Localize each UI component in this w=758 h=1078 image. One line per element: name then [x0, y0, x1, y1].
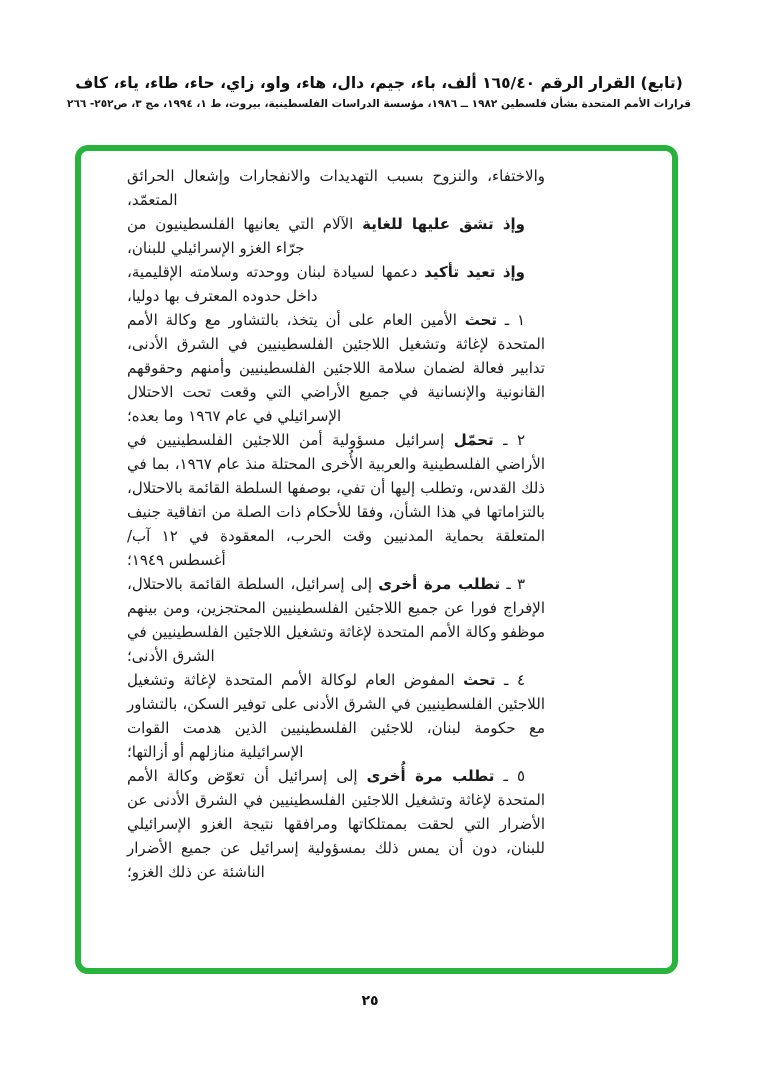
bold-lead-phrase: وإذ تعيد تأكيد — [424, 263, 525, 281]
body-text: والاختفاء، والنزوح بسبب التهديدات والانفجارات وإشعال الحرائق المتعمّد، — [127, 167, 545, 209]
resolution-text — [127, 164, 545, 884]
body-text: إلى إسرائيل، السلطة القائمة بالاحتلال، الإفراج فورا عن جميع اللاجئين الفلسطينيين المحتجزين، ومن بينهم موظفو وكالة الأمم المتحدة لإغاثة وتشغيل اللاجئين الفلسطينيين في الشرق الأدنى؛ — [127, 575, 545, 665]
body-text: إسرائيل مسؤولية أمن اللاجئين الفلسطينيين في الأراضي الفلسطينية والعربية الأُخرى المحتلة منذ عام ١٩٦٧، بما في ذلك القدس، وتطلب إليها أن تفي، بوصفها السلطة القائمة بالاحتلال، بالتزاماتها في هذا الشأن، وفقا للأحكام ذات الصلة من اتفاقية جنيف المتعلقة بحماية المدنيين وقت الحرب، المعقودة في ١٢ آب/أغسطس ١٩٤٩؛ — [127, 431, 546, 569]
body-text: ١ ـ — [497, 311, 525, 329]
body-text: ٤ ـ — [495, 671, 525, 689]
resolution-title: (تابع) القرار الرقم ١٦٥/٤٠ ألف، باء، جيم، دال، هاء، واو، زاي، حاء، طاء، ياء، كاف — [75, 74, 683, 92]
body-text: إلى إسرائيل أن تعوّض وكالة الأمم المتحدة لإغاثة وتشغيل اللاجئين الفلسطينيين في الشرق الأدنى عن الأضرار التي لحقت بممتلكاتها ومرافقها نتيجة الغزو الإسرائيلي للبنان، دون أن يمس ذلك بمسؤولية إسرائيل عن جميع الأضرار الناشئة عن ذلك الغزو؛ — [127, 767, 545, 881]
bold-lead-phrase: تطلب مرة أُخرى — [366, 767, 495, 785]
paragraph — [127, 260, 545, 308]
body-text: دعمها لسيادة لبنان ووحدته وسلامته الإقليمية، داخل حدوده المعترف بها دوليا، — [127, 263, 425, 305]
paragraph — [127, 212, 545, 260]
paragraph — [127, 668, 545, 764]
body-text: الأمين العام على أن يتخذ، بالتشاور مع وكالة الأمم المتحدة لإغاثة وتشغيل اللاجئين الفلسطينيين في الشرق الأدنى، تدابير فعالة لضمان سلامة اللاجئين الفلسطينيين وأمنهم وحقوقهم القانونية والإنسانية في جميع الأراضي التي وقعت تحت الاحتلال الإسرائيلي في عام ١٩٦٧ وما بعده؛ — [127, 311, 545, 425]
body-text: ٢ ـ — [493, 431, 526, 449]
paragraph — [127, 572, 545, 668]
paragraph — [127, 308, 545, 428]
paragraph — [127, 164, 545, 212]
header — [0, 72, 758, 112]
body-text: الآلام التي يعانيها الفلسطينيون من جرّاء الغزو الإسرائيلي للبنان، — [127, 215, 363, 257]
paragraph — [127, 428, 545, 572]
page-number: ٢٥ — [361, 993, 379, 1009]
body-text: المفوض العام لوكالة الأمم المتحدة لإغاثة وتشغيل اللاجئين الفلسطينيين في الشرق الأدنى على توفير السكن، بالتشاور مع حكومة لبنان، للاجئين الفلسطينيين الذين هدمت القوات الإسرائيلية منازلهم أو أزالتها؛ — [127, 671, 545, 761]
bold-lead-phrase: وإذ تشق عليها للغاية — [362, 215, 525, 233]
paragraph — [127, 764, 545, 884]
bold-lead-phrase: تحمّل — [453, 431, 494, 449]
body-text: ٥ ـ — [494, 767, 525, 785]
body-text: ٣ ـ — [500, 575, 525, 593]
citation-line: قرارات الأمم المتحدة بشأن فلسطين ١٩٨٢ ــ ١٩٨٦، مؤسسة الدراسات الفلسطينية، بيروت، ط ١، ١٩٩٤، مج ٣، ص٢٥٢- ٢٦٦ — [67, 98, 691, 110]
bold-lead-phrase: تطلب مرة أخرى — [378, 575, 501, 593]
bold-lead-phrase: تحث — [463, 671, 496, 689]
bold-lead-phrase: تحث — [464, 311, 498, 329]
